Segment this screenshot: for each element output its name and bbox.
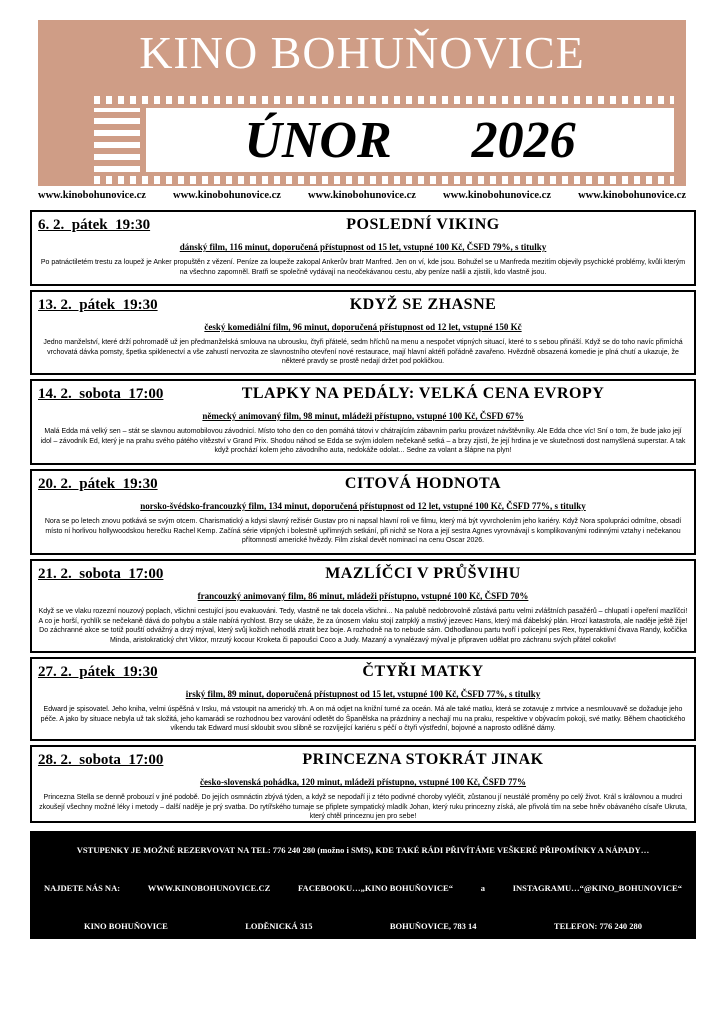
social-links-row [44,883,682,893]
find-us-label: NAJDETE NÁS NA: [44,883,121,893]
event-title: KDYŽ SE ZHASNE [349,296,497,313]
event-info: norsko-švédsko-francouzký film, 134 minut, doporučená přístupnost od 12 let, vstupné 100 Kč, ČSFD 77%, s titulky [140,501,586,511]
event-description: Malá Edda má velký sen – stát se slavnou automobilovou závodnicí. Místo toho den co den pomáhá tátovi v chátrajícím zábavním parku provázet návštěvníky. Ale Edda chce víc! Sní o tom, že bude jako její idol – závodník Ed, který je na prahu svého pátého vítězství v Grand Prix. Shodou náhod se Edda se svým idolem nečekaně setká – a brzy zjistí, že její hrdina je ve skutečnosti dost namyšlená superstar. A tak když prochází kolem jeho závodního auta, nedokáže odolat... Sedne za volant a šlápne na plyn! [40,428,686,454]
event-date: 28. 2. sobota 17:00 [38,752,164,768]
month-year: 2026 [471,111,576,169]
event-info: český komediální film, 96 minut, doporučená přístupnost od 12 let, vstupné 150 Kč [204,322,522,332]
event-title: TLAPKY NA PEDÁLY: VELKÁ CENA EVROPY [241,385,605,402]
weblink[interactable]: www.kinobohunovice.cz [173,190,281,201]
event-card [30,559,696,653]
event-description: Po patnáctiletém trestu za loupež je Anker propuštěn z vězení. Peníze za loupeže zakopal Ankerův bratr Manfred. Jen on ví, kde jsou. Bohužel se u Manfreda mezitím objevily psychické problémy, kvůli kterým na všechno zapomněl. Bratři se společně vydávají na neočekávanou cestu, aby peníze našli a zjistili, kdo vlastně jsou. [40,259,686,276]
event-date: 6. 2. pátek 19:30 [38,217,151,233]
contact-footer [30,831,696,939]
weblink[interactable]: www.kinobohunovice.cz [443,190,551,201]
event-date: 20. 2. pátek 19:30 [38,476,158,492]
event-card [30,469,696,555]
weblink[interactable]: www.kinobohunovice.cz [578,190,686,201]
weblink[interactable]: www.kinobohunovice.cz [308,190,416,201]
event-info: francouzký animovaný film, 86 minut, mládeži přístupno, vstupné 100 Kč, ČSFD 70% [197,591,529,601]
facebook-link[interactable]: FACEBOOKU…„KINO BOHUŇOVICE“ [298,883,453,893]
event-list [30,210,696,827]
and-text: a [480,883,485,893]
website-link[interactable]: WWW.KINOBOHUNOVICE.CZ [147,883,271,893]
event-info: irský film, 89 minut, doporučená přístupnost od 15 let, vstupné 100 Kč, ČSFD 77%, s titulky [185,689,541,699]
film-strip-graphic [94,96,674,184]
weblink[interactable]: www.kinobohunovice.cz [38,190,146,201]
cinema-name: KINO BOHUŇOVICE [84,921,168,931]
street-address: LODĚNICKÁ 315 [245,921,313,931]
event-description: Nora se po letech znovu potkává se svým otcem. Charismatický a kdysi slavný režisér Gustav pro ni napsal hlavní roli ve filmu, který má být vyvrcholením jeho kariéry. Když Nora spolupráci odmítne, obsadí místo ní horlivou hollywoodskou herečku Rachel Kemp. Začíná série vtipných i bolestně upřímných setkání, při nichž se Nora a její sestra Agnes vyrovnávají s komplikovanými rodinnými vztahy i nečekanou přítomností americké hvězdy. Film získal devět nominací na cenu Oscar 2026. [44,518,682,544]
event-card [30,379,696,465]
event-card [30,657,696,741]
event-card [30,745,696,823]
event-description: Princezna Stella se denně probouzí v jiné podobě. Do jejích osmnáctin zbývá týden, a když se nepodaří ji z této podivné choroby vyléčit, zůstanou jí neustálé proměny po celý život. Král s královnou a mudrci zkoušejí všechny možné léky i metody – další naděje je prý svatba. Do rytířského turnaje se připlete sympatický mladík Johan, který ruku princezny získá, ale přivolá tím na sebe hněv obávaného císaře Ukruta, který chtěl princeznu jen pro sebe! [39,794,687,820]
event-title: POSLEDNÍ VIKING [346,216,500,233]
town-address: BOHUŇOVICE, 783 14 [389,921,477,931]
event-info: dánský film, 116 minut, doporučená přístupnost od 15 let, vstupné 100 Kč, ČSFD 79%, s titulky [179,242,547,252]
event-description: Edward je spisovatel. Jeho kniha, velmi úspěšná v Irsku, má vstoupit na americký trh. A on má odjet na knižní turné za oceán. Má ale také matku, která se zotavuje z mrtvice a nesmlouvavě se dožaduje jeho péče. A jako by situace nebyla už tak složitá, jeho kamarádi se rozhodnou bez varování odletět do Španělska na prázdniny a nechají mu na praku, respektive v obývacím pokoji, své matky. Během chaotického víkendu tak Edward musí skloubit svou slibně se rozvíjející kariéru s péčí o čtyři výstřední, bojovné a naprosto odlišné dámy. [40,706,686,732]
reservation-note: VSTUPENKY JE MOŽNÉ REZERVOVAT NA TEL: 776 240 280 (možno i SMS), KDE TAKÉ RÁDI PŘIVÍTÁME VEŠKERÉ PŘIPOMÍNKY A NÁPADY… [76,845,650,855]
event-title: CITOVÁ HODNOTA [344,475,502,492]
instagram-link[interactable]: INSTAGRAMU…“@KINO_BOHUNOVICE“ [512,883,682,893]
film-perforations-top [94,96,674,104]
event-card [30,210,696,286]
month-name: ÚNOR [244,111,392,169]
cinema-title: KINO BOHUŇOVICE [139,27,585,78]
event-title: PRINCEZNA STOKRÁT JINAK [302,751,544,768]
event-info: německý animovaný film, 98 minut, mládeži přístupno, vstupné 100 Kč, ČSFD 67% [202,411,524,421]
event-date: 13. 2. pátek 19:30 [38,297,158,313]
header-banner [38,20,686,186]
film-frame [146,108,674,172]
film-lead-perforations [94,108,140,172]
event-title: ČTYŘI MATKY [362,663,484,680]
event-date: 14. 2. sobota 17:00 [38,386,164,402]
event-title: MAZLÍČCI V PRŮŠVIHU [325,565,521,582]
weblinks-row [38,190,686,201]
event-info: česko-slovenská pohádka, 120 minut, mládeži přístupno, vstupné 100 Kč, ČSFD 77% [199,777,527,787]
address-row [84,921,642,931]
event-card [30,290,696,375]
month-heading [146,108,674,172]
event-description: Jedno manželství, které drží pohromadě už jen předmanželská smlouva na ubrousku, čtyři přátelé, sedm hříchů na menu a nespočet vtipných situací, které to s sebou přináší. Když se do toho navíc přimíchá vrchovatá dávka pomsty, špetka spiklenectví a vše zahustí nervozita ze slavnostního otevření nové restaurace, mají hlavní aktéři pořádně zavařeno. Hvězdně obsazená komedie je plná chutí a ukazuje, že některé pravdy se prostě nedají držet pod pokličkou. [43,339,683,365]
event-date: 27. 2. pátek 19:30 [38,664,158,680]
event-description: Když se ve vlaku rozezní nouzový poplach, všichni cestující jsou evakuováni. Tedy, vlastně ne tak docela všichni... Na palubě nedobrovolně zůstává partu velmi zvláštních pasažérů – chlupatí i opeření mazlíčci! A co je horší, rychlík se nečekaně dává do pohybu a stále nabírá rychlost. Brzy se ukáže, že za únosem vlaku stojí zatrpklý a mstivý jezevec Hans, který má ďábelský plán. Hrozí katastrofa, ale naděje ještě žije! Do záchranné akce se totiž pouští odvážný a drzý mýval, který svůj kožich nehodlá ztratit bez boje. A rozhodně na to nebude sám. Odhodlanou partu tvoří i policejní pes Rex, hyperaktivní čivava Randy, kočička Minda, aristokratický chrt Viktor, mrzutý kocour Kroketa či papoušci Coco a Judy. Mazaný a vynalézavý mýval je připraven udělat pro záchranu svých přátel cokoliv! [38,608,688,644]
film-perforations-bottom [94,176,674,184]
phone-number: TELEFON: 776 240 280 [553,921,642,931]
event-date: 21. 2. sobota 17:00 [38,566,164,582]
